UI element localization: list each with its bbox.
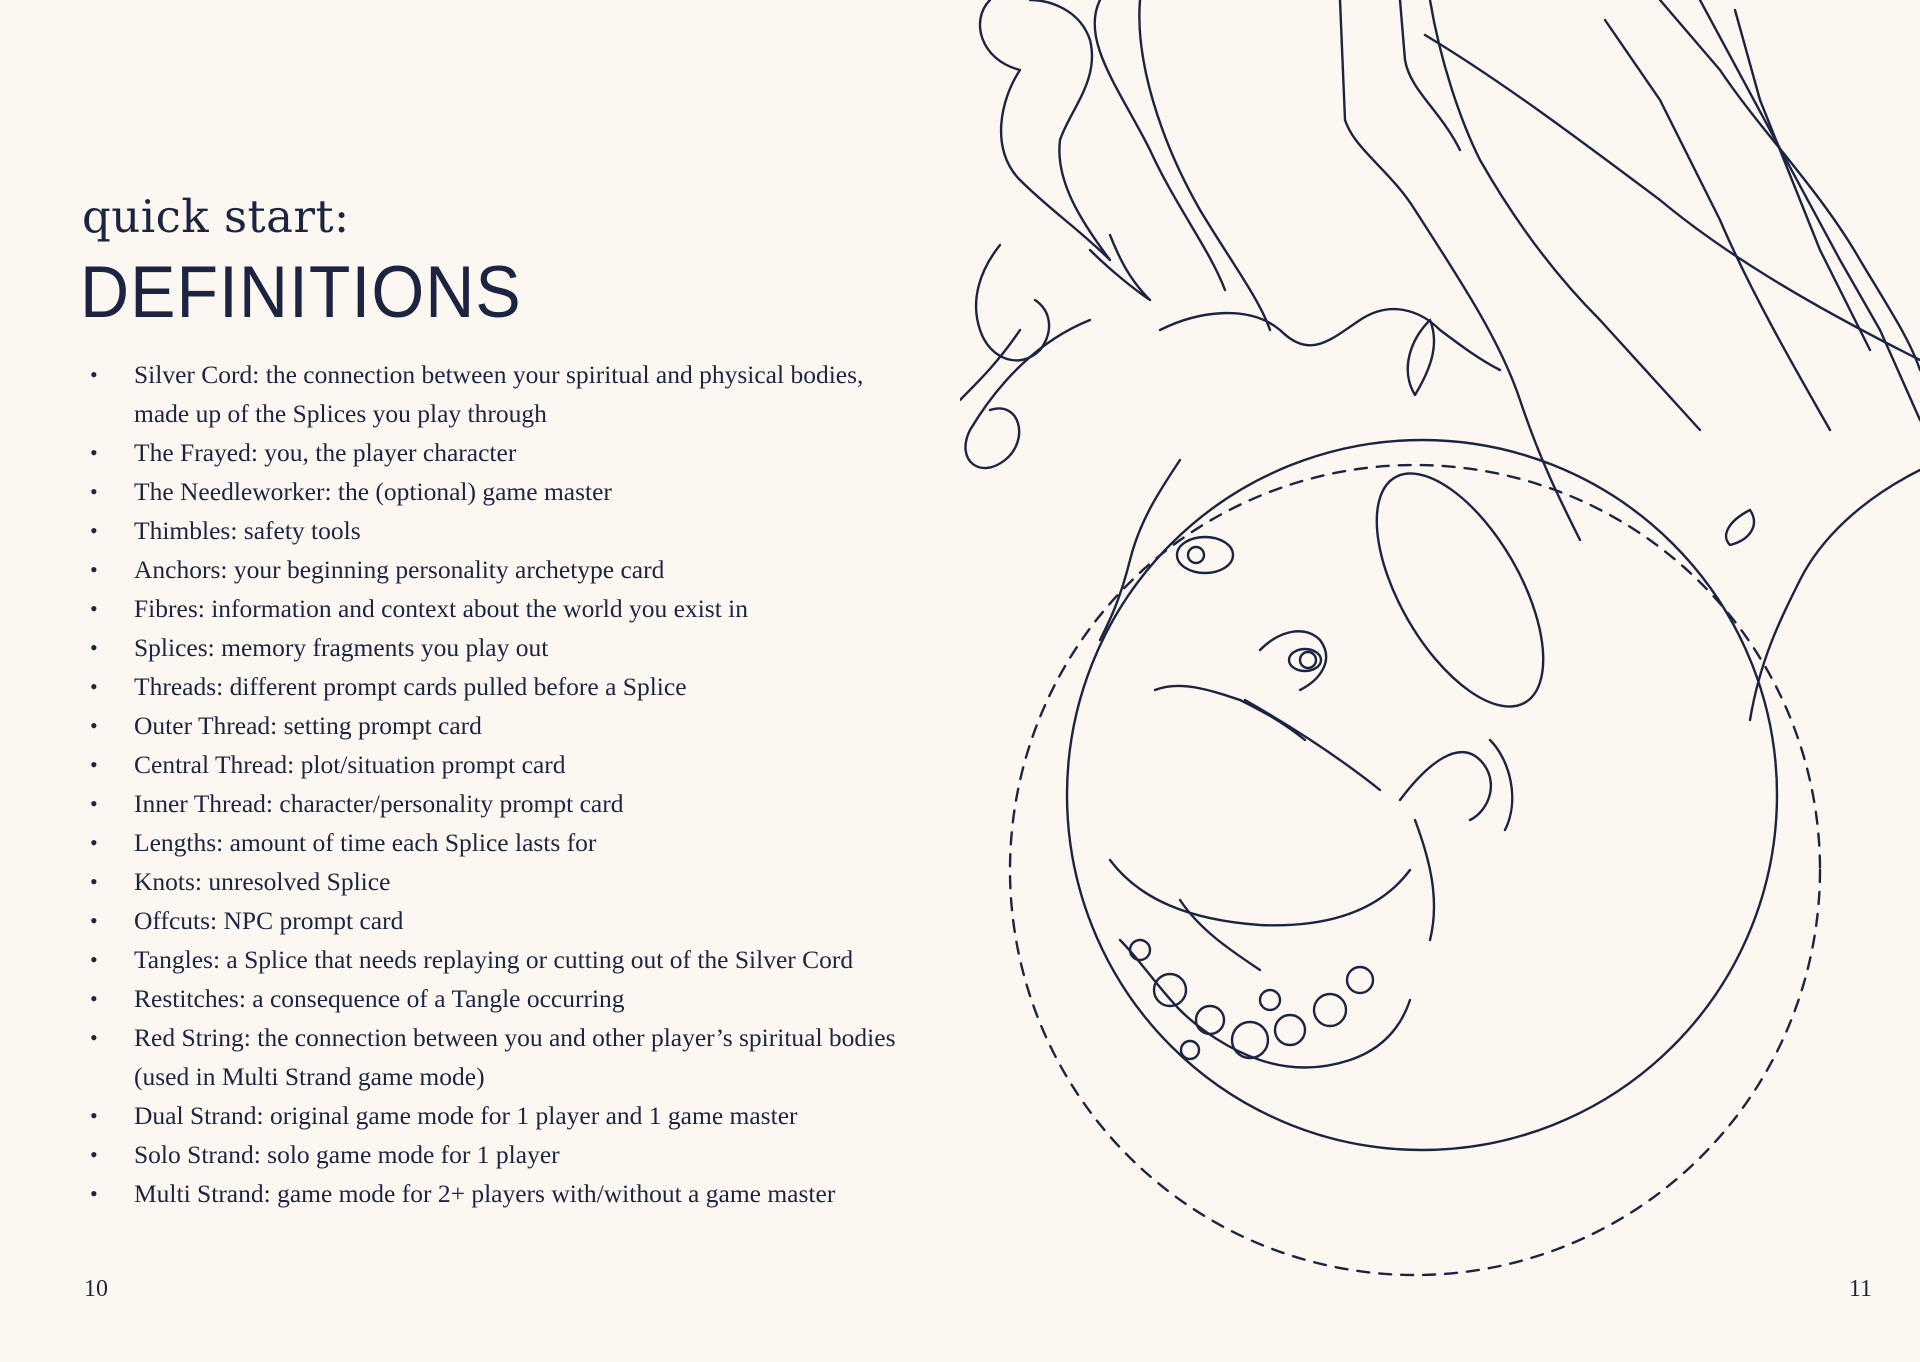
definition-item <box>90 355 910 433</box>
robe-line-8 <box>1735 10 1870 350</box>
definition-text: Knots: unresolved Splice <box>134 867 391 896</box>
definition-text: Splices: memory fragments you play out <box>134 633 549 662</box>
ornament-swirl-right <box>1400 740 1512 830</box>
definition-item <box>90 1174 910 1213</box>
hair-curl-top <box>1160 309 1500 370</box>
beard-curl <box>1196 1006 1224 1034</box>
flower-petal-1 <box>980 0 1110 260</box>
bullet-icon: • <box>90 908 98 933</box>
definition-text: Dual Strand: original game mode for 1 player and 1 game master <box>134 1101 798 1130</box>
definitions-list <box>90 355 910 1213</box>
definition-item <box>90 745 910 784</box>
mouth-line <box>1155 686 1305 740</box>
chin-line <box>1110 860 1410 925</box>
definition-item <box>90 433 910 472</box>
beard-curl <box>1275 1015 1305 1045</box>
bullet-icon: • <box>90 635 98 660</box>
right-page <box>960 0 1920 1362</box>
beard-curl <box>1181 1041 1199 1059</box>
definition-item <box>90 589 910 628</box>
section-title: DEFINITIONS <box>80 251 522 334</box>
definition-item <box>90 472 910 511</box>
beard-curl <box>1314 994 1346 1026</box>
definition-item <box>90 979 910 1018</box>
definition-text: Lengths: amount of time each Splice lasts for <box>134 828 597 857</box>
pupil-left <box>1188 547 1204 563</box>
definition-text: Silver Cord: the connection between your spiritual and physical bodies, made up of the Splices you play through <box>134 360 864 428</box>
bullet-icon: • <box>90 1025 98 1050</box>
definition-item <box>90 1018 910 1096</box>
bullet-icon: • <box>90 986 98 1011</box>
definition-text: The Needleworker: the (optional) game master <box>134 477 612 506</box>
ornament-line-right <box>1415 820 1434 940</box>
robe-line-4 <box>1400 0 1460 150</box>
definition-text: Thimbles: safety tools <box>134 516 361 545</box>
bullet-icon: • <box>90 362 98 387</box>
definition-text: Red String: the connection between you and other player’s spiritual bodies (used in Multi Strand game mode) <box>134 1023 896 1091</box>
definition-text: Offcuts: NPC prompt card <box>134 906 404 935</box>
face-contour-left <box>1100 460 1180 640</box>
definition-item <box>90 628 910 667</box>
definition-text: Multi Strand: game mode for 2+ players with/without a game master <box>134 1179 836 1208</box>
definition-item <box>90 901 910 940</box>
bullet-icon: • <box>90 518 98 543</box>
definition-text: Inner Thread: character/personality prompt card <box>134 789 624 818</box>
bullet-icon: • <box>90 596 98 621</box>
definition-text: Tangles: a Splice that needs replaying or cutting out of the Silver Cord <box>134 945 854 974</box>
definition-item <box>90 1096 910 1135</box>
robe-line-1 <box>1095 0 1270 330</box>
definition-item <box>90 823 910 862</box>
definition-item <box>90 862 910 901</box>
definition-item <box>90 784 910 823</box>
bullet-icon: • <box>90 440 98 465</box>
bullet-icon: • <box>90 791 98 816</box>
bullet-icon: • <box>90 1142 98 1167</box>
robe-line-7 <box>1700 0 1920 420</box>
line-art-figure-illustration <box>960 0 1920 1362</box>
definition-text: Solo Strand: solo game mode for 1 player <box>134 1140 560 1169</box>
robe-line-2 <box>1340 0 1580 540</box>
definition-item <box>90 940 910 979</box>
bullet-icon: • <box>90 479 98 504</box>
page-number-right: 11 <box>1848 1276 1872 1302</box>
robe-line-9 <box>1605 20 1830 430</box>
definition-item <box>90 511 910 550</box>
bullet-icon: • <box>90 947 98 972</box>
definition-item <box>90 667 910 706</box>
definition-item <box>90 1135 910 1174</box>
pupil-right <box>1300 652 1316 668</box>
beard-curl <box>1260 990 1280 1010</box>
beard-curl <box>1130 940 1150 960</box>
page-number-left: 10 <box>84 1276 108 1302</box>
bullet-icon: • <box>90 1181 98 1206</box>
bullet-icon: • <box>90 557 98 582</box>
beard-curl <box>1347 967 1373 993</box>
hair-swirl-left <box>960 245 1049 400</box>
solid-halo-circle <box>1067 440 1777 1150</box>
beard-curl <box>1232 1022 1268 1058</box>
leaf-ornament <box>1726 510 1754 545</box>
definition-item <box>90 706 910 745</box>
definition-text: Threads: different prompt cards pulled before a Splice <box>134 672 687 701</box>
bullet-icon: • <box>90 713 98 738</box>
hair-swirl-left-2 <box>965 320 1090 468</box>
definition-item <box>90 550 910 589</box>
definition-text: Restitches: a consequence of a Tangle occurring <box>134 984 625 1013</box>
robe-line-10 <box>1750 470 1920 720</box>
bullet-icon: • <box>90 674 98 699</box>
leaf-ornament <box>1408 320 1434 395</box>
beard-curl <box>1154 974 1186 1006</box>
bullet-icon: • <box>90 830 98 855</box>
bullet-icon: • <box>90 752 98 777</box>
robe-line-6 <box>1425 35 1920 360</box>
dashed-halo-circle <box>1010 465 1820 1275</box>
section-subtitle: quick start: <box>82 190 350 243</box>
definition-text: Outer Thread: setting prompt card <box>134 711 482 740</box>
ear-shape <box>1343 447 1577 732</box>
bullet-icon: • <box>90 869 98 894</box>
definition-text: The Frayed: you, the player character <box>134 438 517 467</box>
robe-line-5 <box>1660 0 1920 370</box>
definition-text: Central Thread: plot/situation prompt card <box>134 750 566 779</box>
chin-line-2 <box>1180 900 1260 970</box>
definition-text: Fibres: information and context about the world you exist in <box>134 594 749 623</box>
definition-text: Anchors: your beginning personality archetype card <box>134 555 665 584</box>
bullet-icon: • <box>90 1103 98 1128</box>
